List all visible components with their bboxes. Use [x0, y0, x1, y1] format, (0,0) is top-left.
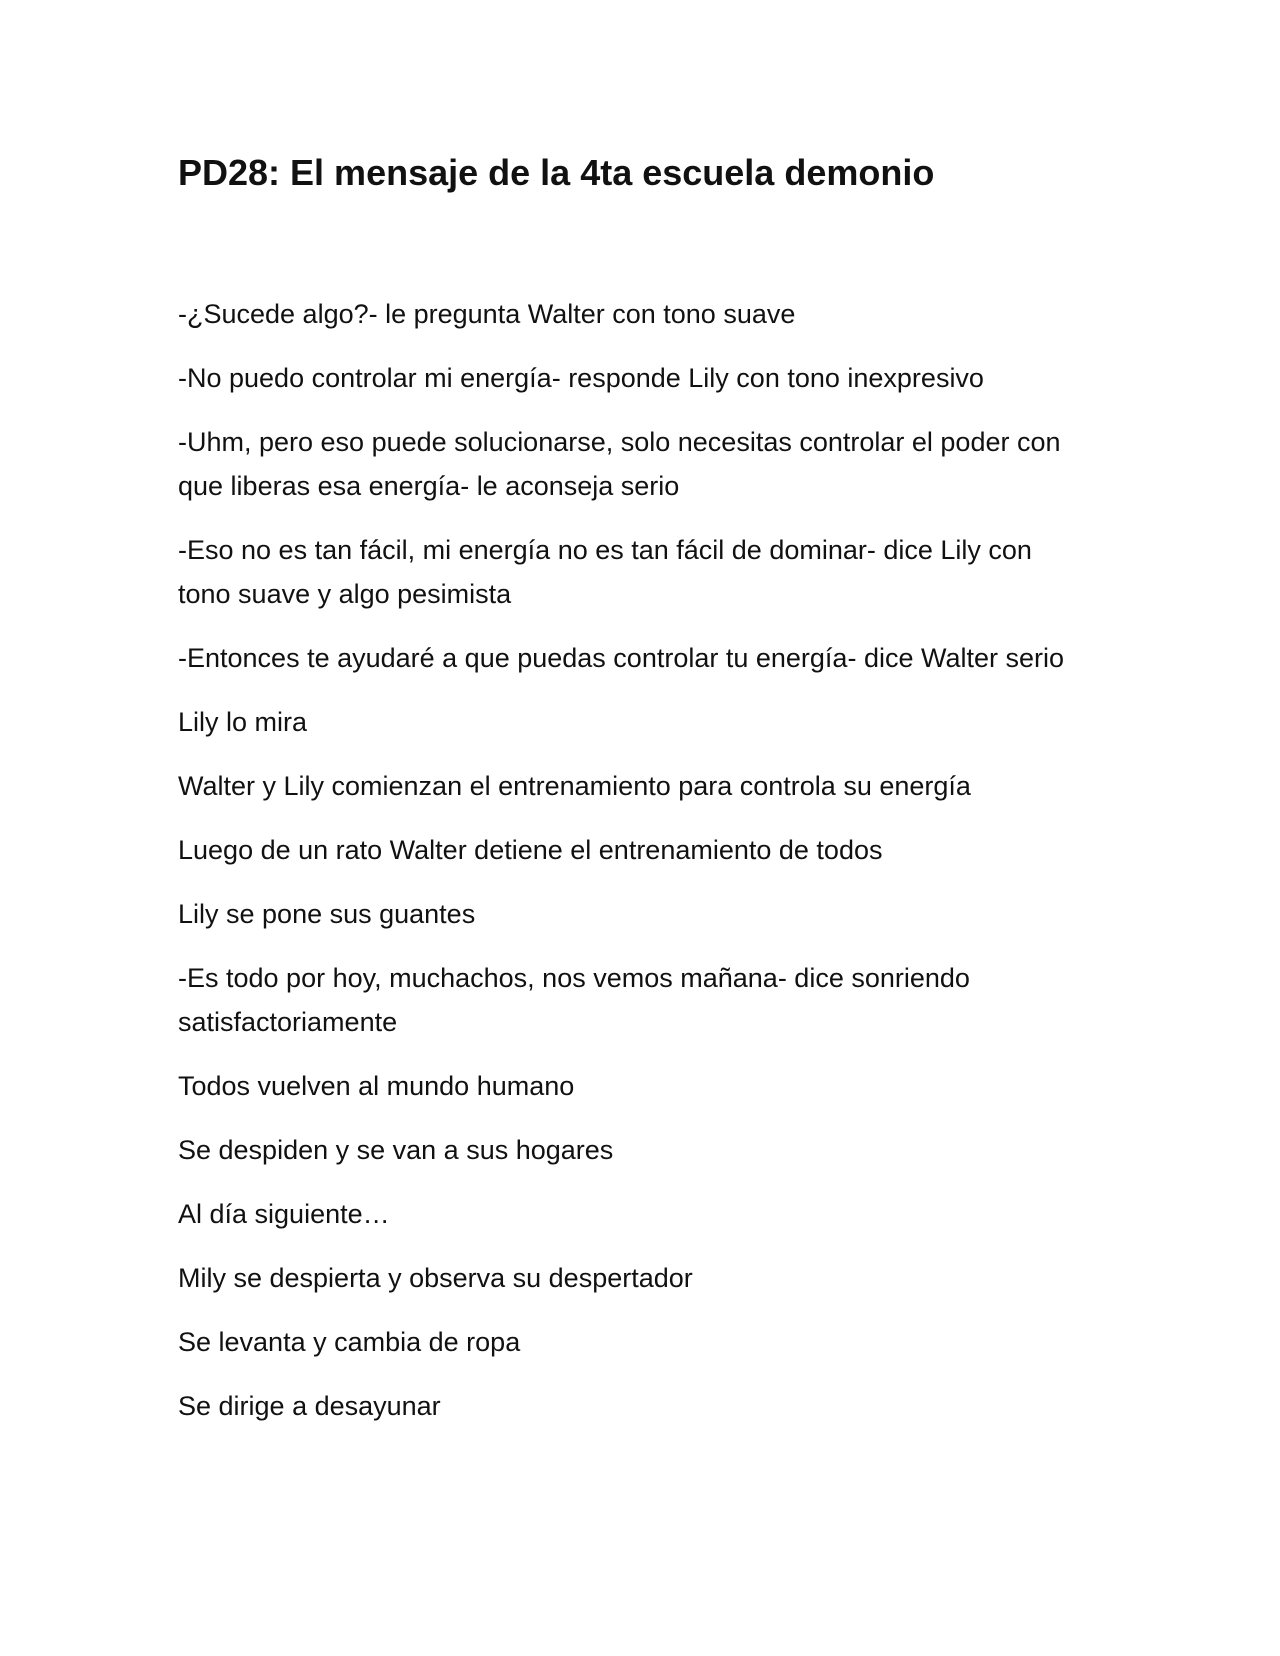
- paragraph: Lily lo mira: [178, 707, 308, 737]
- paragraph: Walter y Lily comienzan el entrenamiento para controla su energía: [178, 771, 971, 801]
- paragraph: -Eso no es tan fácil, mi energía no es tan fácil de dominar- dice Lily con tono suave y algo pesimista: [178, 535, 1032, 609]
- paragraph: -Uhm, pero eso puede solucionarse, solo necesitas controlar el poder con que liberas esa energía- le aconseja serio: [178, 427, 1061, 501]
- paragraph: Se despiden y se van a sus hogares: [178, 1135, 614, 1165]
- paragraph: Se dirige a desayunar: [178, 1391, 441, 1421]
- paragraph: Luego de un rato Walter detiene el entrenamiento de todos: [178, 835, 883, 865]
- paragraph: Mily se despierta y observa su despertador: [178, 1263, 693, 1293]
- paragraph: -Entonces te ayudaré a que puedas controlar tu energía- dice Walter serio: [178, 643, 1065, 673]
- paragraph: Al día siguiente…: [178, 1199, 390, 1229]
- paragraph: -No puedo controlar mi energía- responde Lily con tono inexpresivo: [178, 363, 984, 393]
- paragraph: Todos vuelven al mundo humano: [178, 1071, 575, 1101]
- paragraph: Se levanta y cambia de ropa: [178, 1327, 521, 1357]
- paragraph: Lily se pone sus guantes: [178, 899, 476, 929]
- paragraph: -¿Sucede algo?- le pregunta Walter con tono suave: [178, 299, 796, 329]
- document-body: [178, 292, 1078, 1448]
- paragraph: -Es todo por hoy, muchachos, nos vemos mañana- dice sonriendo satisfactoriamente: [178, 963, 970, 1037]
- document-title: PD28: El mensaje de la 4ta escuela demonio: [178, 152, 935, 193]
